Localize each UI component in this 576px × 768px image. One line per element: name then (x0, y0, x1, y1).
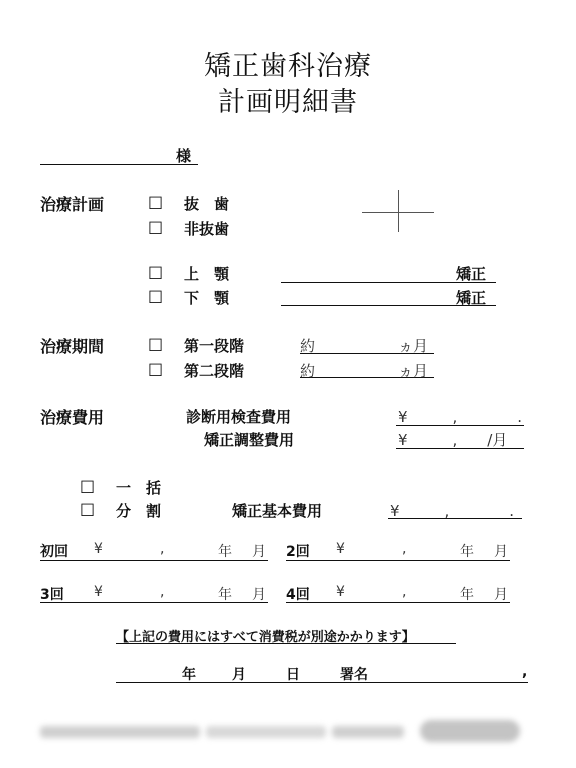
tax-notice-underline (116, 643, 456, 644)
stage1-months: ヵ月 (398, 337, 429, 355)
option-lump-sum: 一 括 (116, 479, 162, 497)
installment-4-label: 4回 (286, 587, 310, 603)
installment-2-yen: ¥ (336, 541, 345, 557)
checkbox-lower-jaw[interactable]: □ (148, 286, 164, 305)
installment-4-year: 年 (460, 587, 474, 603)
base-fee-label: 矯正基本費用 (232, 502, 323, 520)
checkbox-stage2[interactable]: □ (148, 359, 164, 378)
installment-4-line[interactable] (286, 602, 510, 603)
installment-1-line[interactable] (40, 560, 268, 561)
signature-day: 日 (286, 667, 300, 683)
installment-4-month: 月 (494, 587, 508, 603)
installment-1-yen: ¥ (94, 541, 103, 557)
checkbox-stage1[interactable]: □ (148, 334, 164, 353)
cost-label: 治療費用 (40, 408, 105, 427)
installment-2-line[interactable] (286, 560, 510, 561)
checkbox-installment[interactable]: □ (80, 499, 96, 518)
checkbox-extract[interactable]: □ (148, 192, 164, 211)
installment-2-month: 月 (494, 544, 508, 560)
checkbox-non-extract[interactable]: □ (148, 217, 164, 236)
option-extract: 抜 歯 (184, 195, 230, 213)
footer-blurred-text-3 (332, 726, 404, 738)
footer-blurred-logo (420, 720, 520, 742)
patient-name-line[interactable] (40, 164, 198, 165)
base-fee-value: ¥ , . (390, 502, 515, 520)
upper-jaw-ortho: 矯正 (456, 265, 487, 283)
stage1-approx: 約 (300, 337, 316, 355)
plan-label: 治療計画 (40, 195, 105, 214)
crosshair-vertical (398, 190, 399, 232)
diagnosis-fee-label: 診断用検査費用 (186, 408, 292, 426)
footer-blurred-text-2 (206, 726, 326, 738)
installment-4-yen: ¥ (336, 584, 345, 600)
installment-3-label: 3回 (40, 587, 64, 603)
option-non-extract: 非抜歯 (184, 220, 230, 238)
signature-line[interactable] (116, 682, 528, 683)
signature-year: 年 (182, 667, 196, 683)
patient-honorific: 様 (176, 147, 192, 165)
option-stage2: 第二段階 (184, 362, 245, 380)
signature-label: 署名 (340, 667, 368, 683)
footer-blurred-text-1 (40, 726, 200, 738)
checkbox-lump-sum[interactable]: □ (80, 476, 96, 495)
stage2-months: ヵ月 (398, 362, 429, 380)
signature-month: 月 (232, 667, 246, 683)
checkbox-upper-jaw[interactable]: □ (148, 262, 164, 281)
installment-3-comma: , (160, 584, 165, 600)
installment-1-comma: , (160, 541, 165, 557)
adjustment-fee-label: 矯正調整費用 (204, 431, 295, 449)
adjustment-fee-value: ¥ , /月 (398, 431, 508, 449)
installment-2-comma: , (402, 541, 407, 557)
option-stage1: 第一段階 (184, 337, 245, 355)
tax-notice: 【上記の費用にはすべて消費税が別途かかります】 (116, 630, 415, 645)
installment-3-yen: ¥ (94, 584, 103, 600)
installment-1-month: 月 (252, 544, 266, 560)
installment-3-month: 月 (252, 587, 266, 603)
installment-1-year: 年 (218, 544, 232, 560)
document-title-line1: 矯正歯科治療 (204, 51, 372, 82)
installment-3-line[interactable] (40, 602, 268, 603)
stage2-approx: 約 (300, 362, 316, 380)
installment-2-label: 2回 (286, 544, 310, 560)
installment-4-comma: , (402, 584, 407, 600)
option-lower-jaw: 下 顎 (184, 289, 230, 307)
option-installment: 分 割 (116, 502, 162, 520)
lower-jaw-ortho: 矯正 (456, 289, 487, 307)
installment-3-year: 年 (218, 587, 232, 603)
period-label: 治療期間 (40, 337, 105, 356)
installment-1-label: 初回 (40, 544, 68, 560)
diagnosis-fee-value: ¥ , . (398, 408, 523, 426)
signature-comma: , (522, 664, 528, 680)
installment-2-year: 年 (460, 544, 474, 560)
document-title-line2: 計画明細書 (218, 87, 358, 118)
option-upper-jaw: 上 顎 (184, 265, 230, 283)
